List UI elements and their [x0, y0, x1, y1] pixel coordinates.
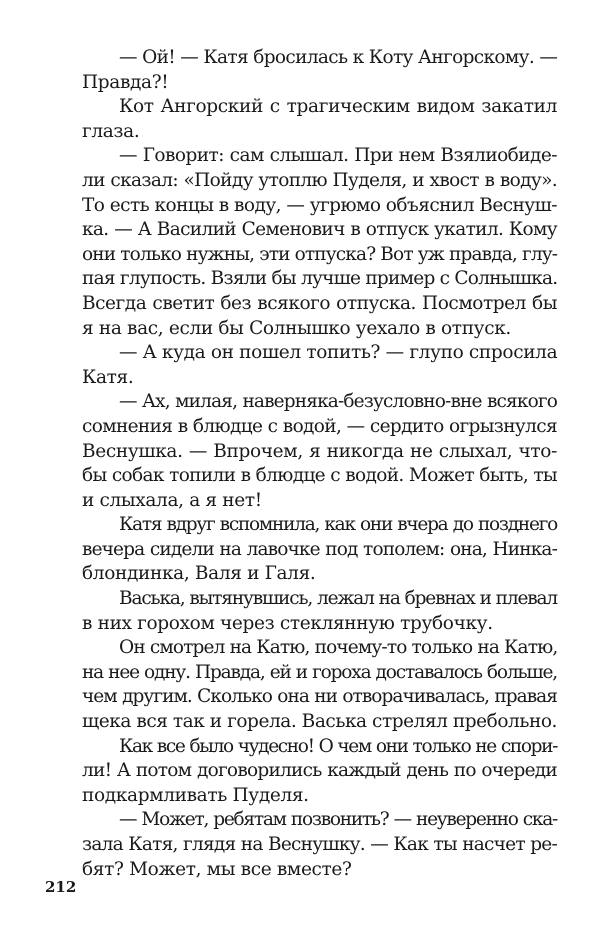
paragraph-1 [45, 46, 557, 95]
text-line: бы собак топили в блюдце с водой. Может быть, ты [82, 465, 557, 487]
text-line: они только нужны, эти отпуска? Вот уж правда, глу- [82, 243, 558, 265]
text-line: и слыхала, а я нет! [82, 489, 262, 511]
text-line: Катя вдруг вспомнила, как они вчера до позднего [119, 514, 557, 536]
text-line: — А куда он пошел топить? — глупо спросила [119, 342, 558, 364]
text-line: — Ой! — Катя бросилась к Коту Ангорскому. — [119, 47, 558, 68]
paragraph-8 [45, 636, 557, 734]
text-line: Он смотрел на Катю, почему-то только на Катю, [119, 637, 558, 659]
text-line: я на вас, если бы Солнышко уехало в отпуск. [82, 317, 511, 339]
text-line: бят? Может, мы все вместе? [82, 858, 352, 880]
paragraph-6 [45, 513, 557, 587]
paragraph-7 [45, 587, 557, 636]
text-line: щека вся так и горела. Васька стрелял пребольно. [82, 711, 557, 733]
text-line: ли! А потом договорились каждый день по очереди [82, 760, 557, 782]
paragraph-2 [45, 95, 557, 144]
page-number: 212 [45, 878, 77, 896]
text-line: Правда?! [82, 71, 169, 93]
text-line: ка. — А Василий Семенович в отпуск укатил. Кому [82, 219, 557, 241]
text-line: То есть концы в воду, — угрюмо объяснил Веснуш- [82, 194, 557, 216]
text-line: блондинка, Валя и Галя. [82, 563, 316, 585]
text-line: подкармливать Пуделя. [82, 784, 309, 806]
text-line: ли сказал: «Пойду утоплю Пуделя, и хвост в воду». [82, 169, 557, 191]
paragraph-3 [45, 144, 557, 341]
text-line: Катя. [82, 366, 134, 388]
text-line: Веснушка. — Впрочем, я никогда не слыхал, что- [82, 440, 557, 462]
text-line: Васька, вытянувшись, лежал на бревнах и плевал [119, 588, 557, 610]
text-line: сомнения в блюдце с водой, — сердито огрызнулся [82, 415, 557, 437]
text-line: в них горохом через стеклянную трубочку. [82, 612, 493, 634]
text-line: зала Катя, глядя на Веснушку. — Как ты насчет ре- [82, 834, 557, 855]
paragraph-4 [45, 341, 557, 390]
page-text [45, 46, 557, 882]
text-line: пая глупость. Взяли бы лучше пример с Солнышка. [82, 268, 558, 290]
text-line: чем другим. Сколько она ни отворачивалась, правая [82, 686, 557, 708]
paragraph-5 [45, 390, 557, 513]
text-line: на нее одну. Правда, ей и гороха доставалось больше, [82, 661, 557, 683]
text-line: Как все было чудесно! О чем они только не спори- [119, 735, 557, 757]
text-line: Кот Ангорский с трагическим видом закатил [119, 96, 557, 118]
paragraph-10 [45, 808, 557, 882]
text-line: — Ах, милая, наверняка-безусловно-вне всякого [119, 391, 557, 413]
paragraph-9 [45, 735, 557, 809]
text-line: Всегда светит без всякого отпуска. Посмотрел бы [82, 292, 557, 314]
text-line: глаза. [82, 120, 140, 142]
text-line: — Может, ребятам позвонить? — неуверенно ска- [119, 809, 557, 831]
text-line: вечера сидели на лавочке под тополем: она, Нинка- [82, 538, 557, 560]
text-line: — Говорит: сам слышал. При нем Взялиобиде- [119, 145, 557, 167]
